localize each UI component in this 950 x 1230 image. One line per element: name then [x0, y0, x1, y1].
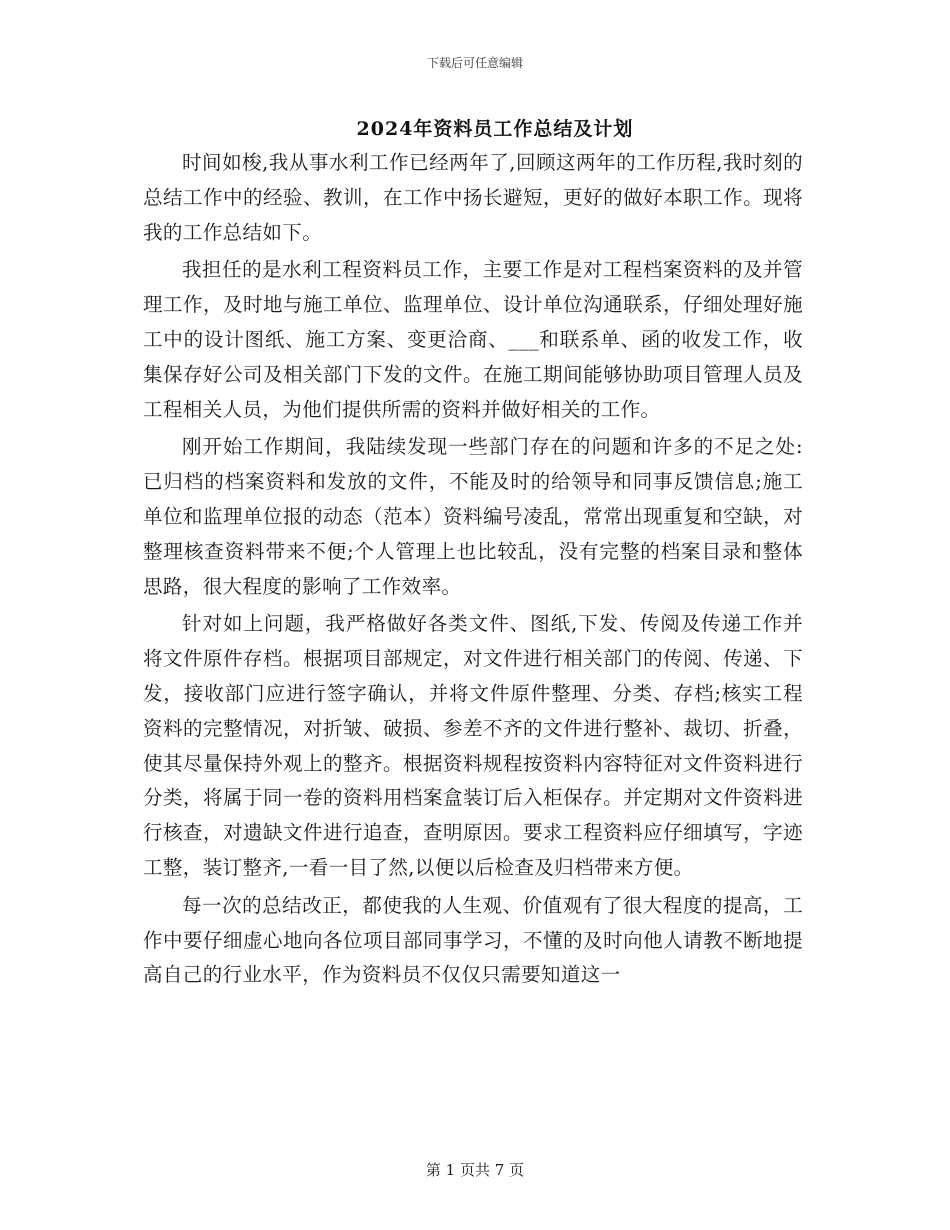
document-body	[143, 146, 803, 996]
paragraph-3: 刚开始工作期间，我陆续发现一些部门存在的问题和许多的不足之处:已归档的档案资料和发放的文件，不能及时的给领导和同事反馈信息;施工单位和监理单位报的动态（范本）资料编号凌乱，常常出现重复和空缺，对整理核查资料带来不便;个人管理上也比较乱，没有完整的档案目录和整体思路，很大程度的影响了工作效率。	[143, 435, 803, 598]
paragraph-1: 时间如梭,我从事水利工作已经两年了,回顾这两年的工作历程,我时刻的总结工作中的经验、教训，在工作中扬长避短，更好的做好本职工作。现将我的工作总结如下。	[143, 151, 803, 244]
header-note: 下载后可任意编辑	[426, 56, 523, 70]
document-title: 2024年资料员工作总结及计划	[356, 118, 634, 140]
paragraph-5: 每一次的总结改正，都使我的人生观、价值观有了很大程度的提高，工作中要仔细虚心地向各位项目部同事学习，不懂的及时向他人请教不断地提高自己的行业水平，作为资料员不仅仅只需要知道这一	[143, 893, 803, 987]
paragraph-2: 我担任的是水利工程资料员工作，主要工作是对工程档案资料的及并管理工作，及时地与施工单位、监理单位、设计单位沟通联系，仔细处理好施工中的设计图纸、施工方案、变更洽商、___和联系单、函的收发工作，收集保存好公司及相关部门下发的文件。在施工期间能够协助项目管理人员及工程相关人员，为他们提供所需的资料并做好相关的工作。	[143, 258, 803, 421]
paragraph-4: 针对如上问题，我严格做好各类文件、图纸,下发、传阅及传递工作并将文件原件存档。根据项目部规定，对文件进行相关部门的传阅、传递、下发，接收部门应进行签字确认，并将文件原件整理、分类、存档;核实工程资料的完整情况，对折皱、破损、参差不齐的文件进行整补、裁切、折叠，使其尽量保持外观上的整齐。根据资料规程按资料内容特征对文件资料进行分类，将属于同一卷的资料用档案盒装订后入柜保存。并定期对文件资料进行核查，对遗缺文件进行追查，查明原因。要求工程资料应仔细填写，字迹工整，装订整齐,一看一目了然,以便以后检查及归档带来方便。	[143, 612, 803, 879]
page-number-footer: 第 1 页共 7 页	[425, 1161, 525, 1179]
